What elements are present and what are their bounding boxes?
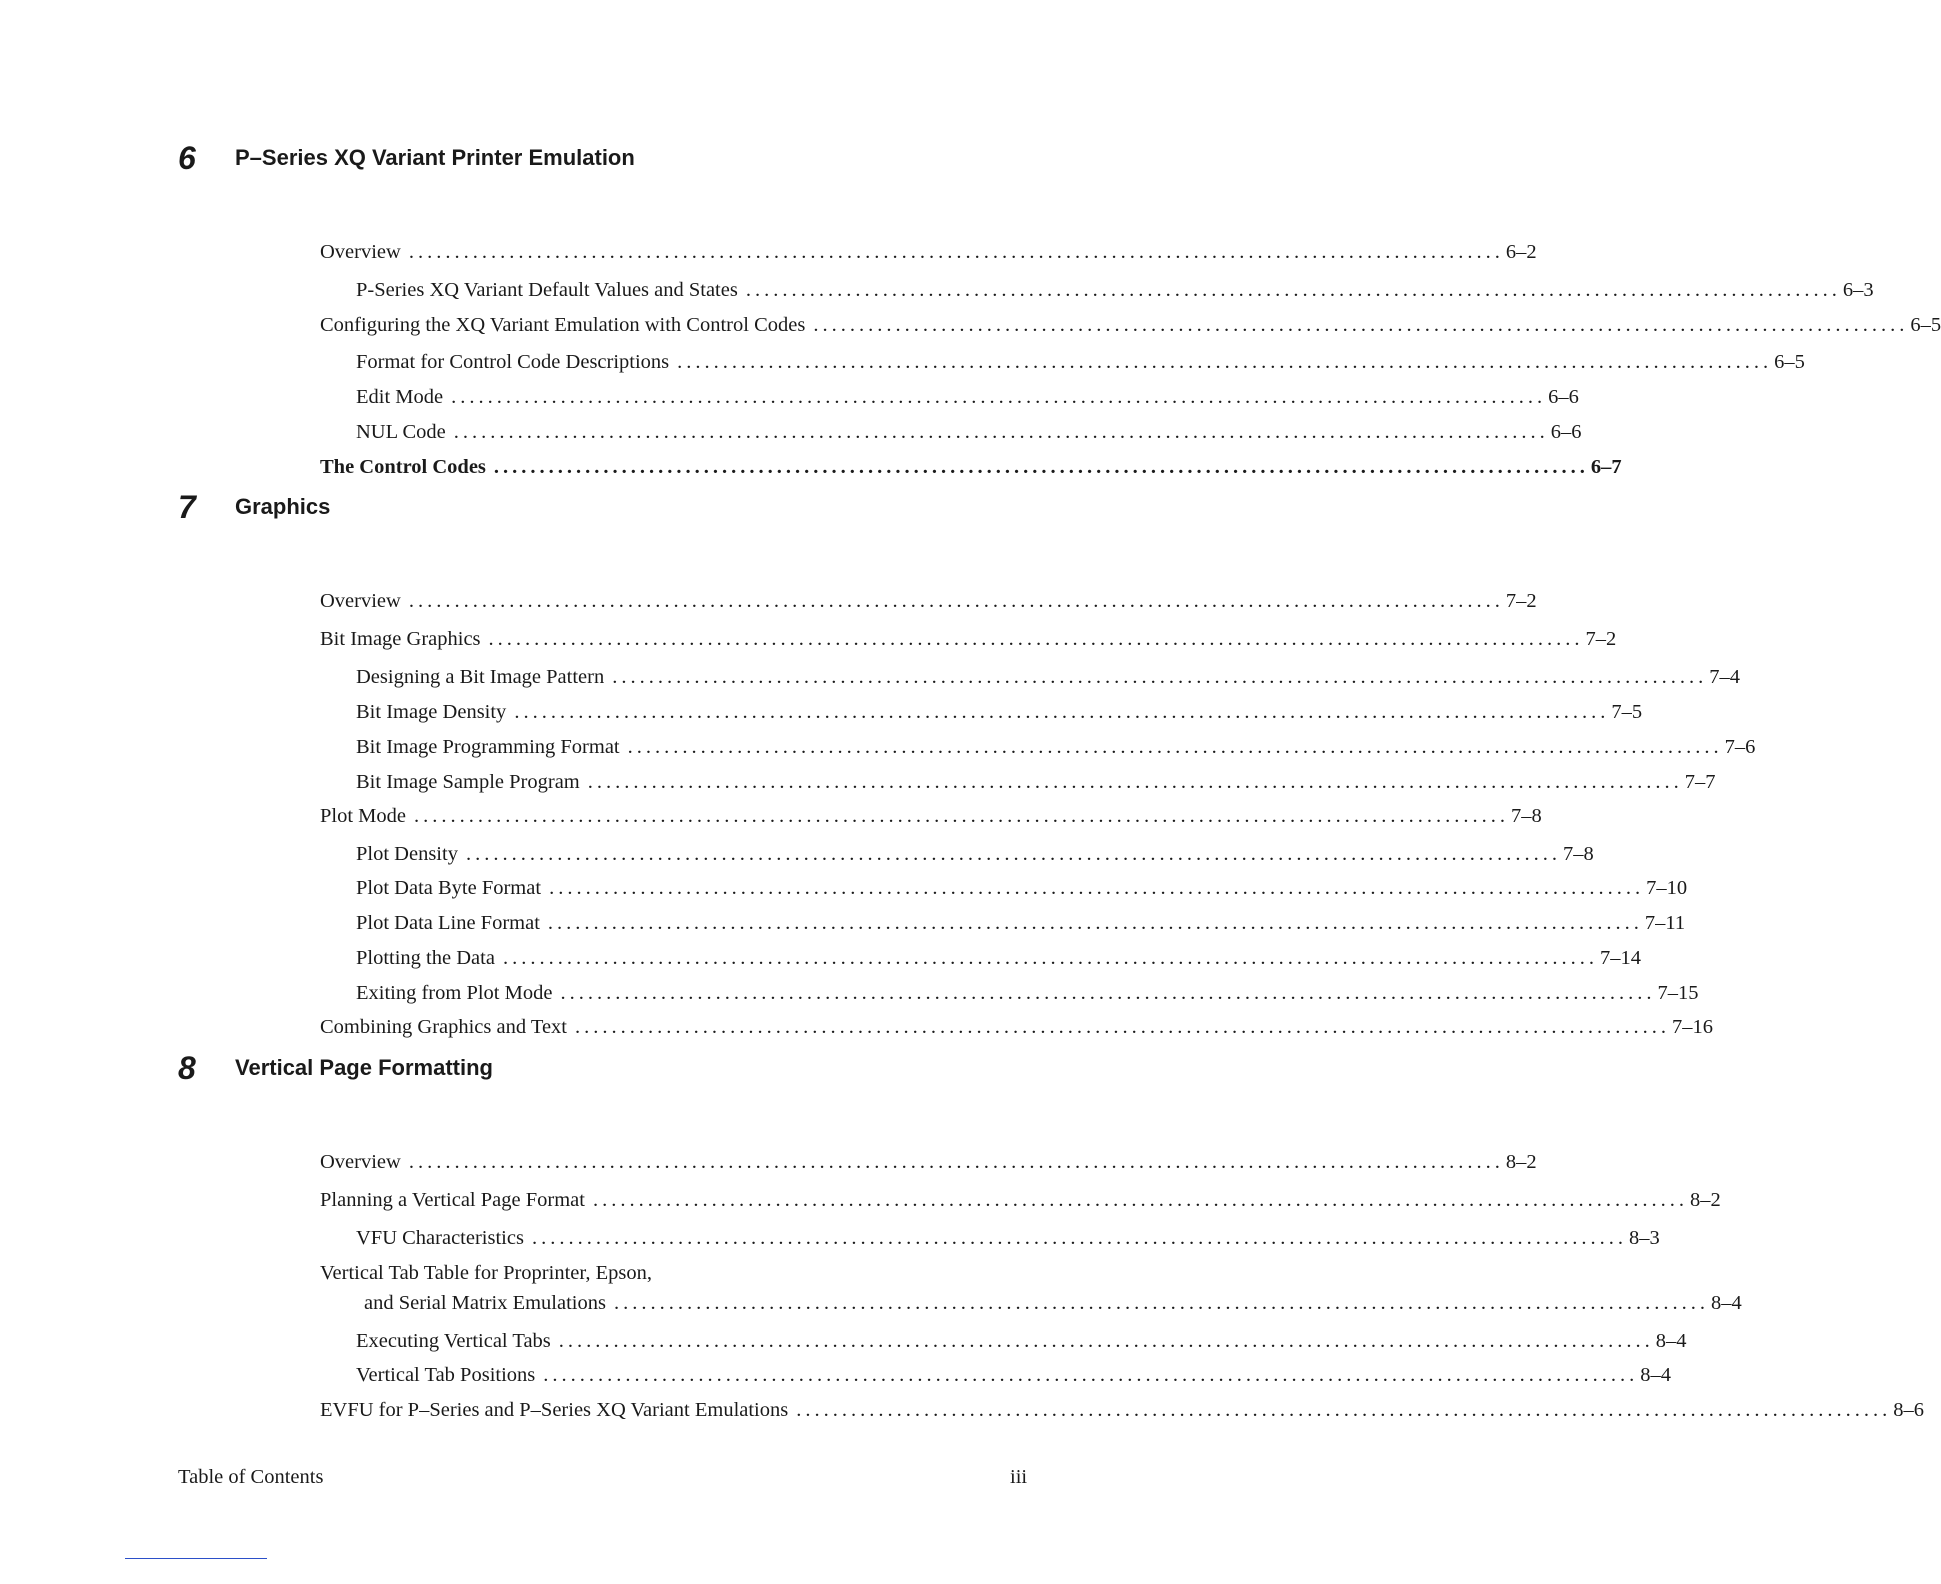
toc-entry-label: NUL Code [356, 421, 446, 443]
toc-page-number: 6–3 [1842, 279, 1874, 301]
toc-entry-label: The Control Codes [320, 456, 486, 478]
dot-leader: ........................................................................................................................ [451, 386, 1547, 408]
dot-leader: ........................................................................................................................ [547, 912, 1643, 934]
toc-entry-label: Format for Control Code Descriptions [356, 351, 670, 373]
toc-page-number: 6–5 [1774, 351, 1805, 373]
toc-entry-label: Overview [320, 1151, 401, 1173]
toc-entry-label: EVFU for P–Series and P–Series XQ Variant Emulations [320, 1399, 789, 1421]
chapter-title: Graphics [235, 494, 331, 519]
dot-leader: ........................................................................................................................ [575, 1016, 1671, 1038]
toc-entry-edit-mode[interactable] [356, 384, 1579, 410]
toc-entry-planning[interactable] [320, 1187, 1721, 1213]
footer-section-title: Table of Contents [178, 1466, 324, 1488]
footer-page-number: iii [1010, 1466, 1028, 1488]
toc-entry-overview[interactable] [320, 588, 1537, 614]
toc-entry-bit-image-density[interactable] [356, 699, 1643, 725]
toc-entry-executing-tabs[interactable] [356, 1328, 1687, 1354]
toc-entry-label: Vertical Tab Table for Proprinter, Epson, [320, 1262, 653, 1284]
chapter-7-section [0, 487, 1756, 1038]
toc-entry-label: Bit Image Density [356, 701, 507, 723]
dot-leader: ........................................................................................................................ [514, 701, 1610, 723]
toc-entry-label: Plot Data Line Format [356, 912, 540, 934]
toc-entry-configuring[interactable] [320, 312, 1941, 338]
toc-entry-label: Bit Image Graphics [320, 628, 481, 650]
toc-entry-default-values[interactable] [356, 277, 1874, 303]
toc-page-number: 6–6 [1550, 421, 1582, 443]
toc-page-number: 7–10 [1646, 877, 1688, 899]
toc-page-number: 7–15 [1657, 982, 1699, 1004]
toc-page-number: 7–8 [1511, 805, 1542, 827]
dot-leader: ........................................................................................................................ [796, 1399, 1892, 1421]
toc-entry-label: Configuring the XQ Variant Emulation with Control Codes [320, 314, 806, 336]
dot-leader: ........................................................................................................................ [488, 628, 1584, 650]
toc-page-number: 8–6 [1893, 1399, 1924, 1421]
dot-leader: ........................................................................................................................ [560, 982, 1656, 1004]
toc-page-number: 7–7 [1684, 771, 1716, 793]
toc-page-number: 7–11 [1644, 912, 1686, 934]
dot-leader: ........................................................................................................................ [813, 314, 1909, 336]
toc-entry-label: Planning a Vertical Page Format [320, 1189, 585, 1211]
toc-entry-plot-data-byte[interactable] [356, 875, 1688, 901]
toc-entry-label: Designing a Bit Image Pattern [356, 666, 605, 688]
toc-entry-label: Vertical Tab Positions [356, 1364, 536, 1386]
toc-page-number: 7–6 [1724, 736, 1756, 758]
chapter-number: 7 [178, 489, 196, 525]
chapter-number: 6 [178, 140, 196, 176]
toc-entry-label: Overview [320, 590, 401, 612]
toc-page-number: 8–4 [1655, 1330, 1687, 1352]
chapter-title: P–Series XQ Variant Printer Emulation [235, 145, 635, 170]
dot-leader: ........................................................................................................................ [558, 1330, 1654, 1352]
toc-entry-label: Plot Data Byte Format [356, 877, 542, 899]
dot-leader: ........................................................................................................................ [592, 1189, 1688, 1211]
chapter-heading [0, 1048, 1224, 1088]
toc-entry-label: Plot Mode [320, 805, 406, 827]
toc-entry-label: Overview [320, 241, 401, 263]
toc-entry-designing-pattern[interactable] [356, 664, 1740, 690]
chapter-heading [0, 138, 1224, 178]
toc-page-number: 7–4 [1709, 666, 1740, 688]
bottom-rule [125, 1558, 267, 1559]
dot-leader: ........................................................................................................................ [613, 1292, 1709, 1314]
toc-page-number: 8–2 [1505, 1151, 1537, 1173]
dot-leader: ........................................................................................................................ [531, 1227, 1627, 1249]
toc-entry-label: Combining Graphics and Text [320, 1016, 568, 1038]
dot-leader: ........................................................................................................................ [502, 947, 1598, 969]
dot-leader: ........................................................................................................................ [549, 877, 1645, 899]
chapter-8-section [0, 1048, 1924, 1421]
chapter-title: Vertical Page Formatting [235, 1055, 493, 1080]
dot-leader: ........................................................................................................................ [453, 421, 1549, 443]
toc-page-number: 7–8 [1562, 843, 1594, 865]
toc-entry-label: Executing Vertical Tabs [356, 1330, 551, 1352]
toc-entry-overview[interactable] [320, 239, 1537, 265]
toc-entry-nul-code[interactable] [356, 419, 1582, 445]
dot-leader: ........................................................................................................................ [408, 590, 1504, 612]
toc-page-number: 7–14 [1599, 947, 1641, 969]
toc-page-number: 6–5 [1910, 314, 1941, 336]
dot-leader: ........................................................................................................................ [408, 1151, 1504, 1173]
toc-entry-combining[interactable] [320, 1014, 1714, 1040]
toc-entry-label: Bit Image Programming Format [356, 736, 620, 758]
toc-entry-label: Plot Density [356, 843, 458, 865]
toc-entry-label: P-Series XQ Variant Default Values and States [356, 279, 738, 301]
toc-entry-bit-image-graphics[interactable] [320, 626, 1617, 652]
toc-entry-plot-mode[interactable] [320, 803, 1542, 829]
toc-entry-plot-data-line[interactable] [356, 910, 1686, 936]
toc-page-number: 7–2 [1585, 628, 1617, 650]
toc-page-number: 8–2 [1689, 1189, 1721, 1211]
toc-page-number: 6–2 [1505, 241, 1537, 263]
toc-entry-sample-program[interactable] [356, 769, 1716, 795]
dot-leader: ........................................................................................................................ [677, 351, 1773, 373]
toc-entry-vfu-characteristics[interactable] [356, 1225, 1660, 1251]
toc-page-number: 7–2 [1505, 590, 1537, 612]
toc-entry-control-codes[interactable] [320, 454, 1622, 480]
dot-leader: ........................................................................................................................ [745, 279, 1841, 301]
dot-leader: ........................................................................................................................ [612, 666, 1708, 688]
toc-entry-format[interactable] [356, 349, 1805, 375]
dot-leader: ........................................................................................................................ [408, 241, 1504, 263]
chapter-heading [0, 487, 1224, 527]
dot-leader: ........................................................................................................................ [627, 736, 1723, 758]
toc-entry-exiting-plot[interactable] [356, 980, 1699, 1006]
toc-entry-overview[interactable] [320, 1149, 1537, 1175]
toc-entry-plot-density[interactable] [356, 841, 1594, 867]
chapter-6-section [0, 138, 1941, 478]
toc-page-number: 7–16 [1672, 1016, 1714, 1038]
toc-entry-programming-format[interactable] [356, 734, 1756, 760]
toc-entry-label: Bit Image Sample Program [356, 771, 580, 793]
toc-entry-plotting-data[interactable] [356, 945, 1641, 971]
toc-entry-evfu[interactable] [320, 1397, 1924, 1423]
dot-leader: ........................................................................................................................ [587, 771, 1683, 793]
toc-entry-label: Plotting the Data [356, 947, 495, 969]
chapter-number: 8 [178, 1050, 196, 1086]
toc-entry-label: VFU Characteristics [356, 1227, 524, 1249]
toc-page-number: 8–4 [1710, 1292, 1742, 1314]
dot-leader: ........................................................................................................................ [493, 456, 1589, 478]
dot-leader: ........................................................................................................................ [414, 805, 1509, 827]
toc-entry-vertical-tab-table[interactable] [320, 1258, 1742, 1318]
toc-entry-label: Exiting from Plot Mode [356, 982, 553, 1004]
toc-page-number: 6–6 [1548, 386, 1579, 408]
dot-leader: ........................................................................................................................ [543, 1364, 1639, 1386]
toc-page-number: 8–4 [1640, 1364, 1672, 1386]
dot-leader: ........................................................................................................................ [465, 843, 1561, 865]
toc-entry-tab-positions[interactable] [356, 1362, 1672, 1388]
toc-page-number: 6–7 [1590, 456, 1622, 478]
toc-page-number: 7–5 [1611, 701, 1643, 723]
toc-page-number: 8–3 [1628, 1227, 1660, 1249]
toc-entry-label: Edit Mode [356, 386, 444, 408]
toc-entry-label-continued: and Serial Matrix Emulations [364, 1292, 606, 1314]
